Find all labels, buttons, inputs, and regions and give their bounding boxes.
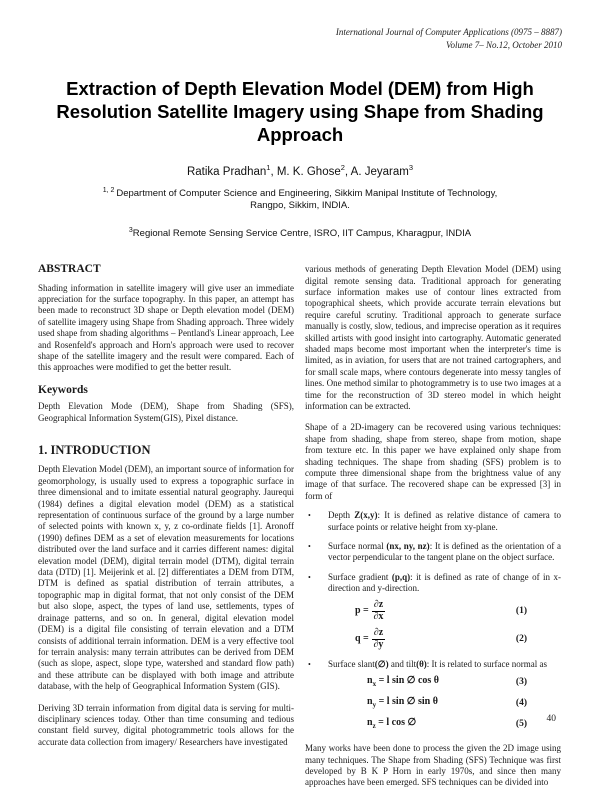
bullet-icon: • xyxy=(308,542,311,552)
equation-number: (3) xyxy=(515,677,527,688)
affiliation-primary xyxy=(38,185,562,212)
bullet-icon: • xyxy=(308,659,311,669)
author-sup: 3 xyxy=(408,163,414,172)
equation-number: (1) xyxy=(515,606,527,617)
equation-5 xyxy=(367,716,561,733)
equation-1 xyxy=(355,600,561,623)
equation-lhs: q = xyxy=(355,633,369,645)
body-paragraph: various methods of generating Depth Elevation Model (DEM) using digital remote sensing data. Traditional approach for generating surface information makes use of contour lines extracted from topographical sheets, which provide accurate terrain elevations but require careful scrutiny. Traditional approach to generate surface manually is costly, slow, tedious, and imprecise operation as it requires skilled artists with good insight into cartography. Automatic generated shaded maps become most important when the interpreter's time is limited, as in aviation, for users that are not trained cartographers, and for small scale maps, where contours degenerate into messy tangles of lines. One method similar to photogrammetry is to use two images at a time for the reconstruction of 3D stereo model in which height information can be extracted. xyxy=(305,264,561,412)
keywords-heading: Keywords xyxy=(38,383,88,396)
introduction-paragraph: Depth Elevation Model (DEM), an important source of information for geomorphology, is usually used to express a topographic surface in three dimensional and to imitate essential natural geography. Jaurequi (1984) defines a digital elevation model (DEM) as a statistical representation of continuous surface of the ground by a large number of selected points with known x, y, z co-ordinate fields [1]. Aronoff (1990) defines DEM as a set of elevation measurements for locations distributed over the land surface and it carries different names: digital elevation model (DEM), digital terrain model (DTM), digital terrain data (DTD) [1]. Meijerink et al. [2] differentiates a DEM from DTM, DTM is defined as spatial distribution of terrain attributes, a topographic map in digital format, that not only consist of the DEM but also slope, aspect, the types of land use, settlements, types of drainage patterns, and so on. In general, digital elevation model (DEM) is a digital file consisting of terrain elevation and a DTM consists of additional terrain information. DEM is a very effective tool for terrain analysis: many terrain attributes can be derived from DEM (such as slope, aspect, slope type, watershed and standard flow path) and these attribute can be displayed with both image and attribute database, with the help of Geographical Information System (GIS). xyxy=(38,464,294,692)
page-number: 40 xyxy=(546,714,556,724)
author-sup: 1 xyxy=(266,163,271,172)
fraction: $\frac{\partial z}{\partial y}$ xyxy=(373,626,384,651)
affiliation-sup: 1, 2 xyxy=(102,186,117,194)
equation-number: (2) xyxy=(515,634,527,645)
equation-lhs: $n_z = l$ cos ∅ xyxy=(367,717,417,731)
bullet-icon: • xyxy=(308,572,311,582)
bullet-icon: • xyxy=(308,511,311,521)
equation-2 xyxy=(355,628,561,651)
introduction-heading: 1. INTRODUCTION xyxy=(38,443,151,458)
equation-4 xyxy=(367,695,561,712)
equation-lhs: $n_y = l$ sin ∅ sin θ xyxy=(367,696,438,710)
affiliation-sup: 3 xyxy=(128,226,133,234)
abstract-text: Shading information in satellite imagery will give user an immediate appreciation for the surface topography. In this paper, an attempt has been made to reconstruct 3D shape or Depth elevation model (DEM) of satellite imagery using Shape from Shading approach. Three widely used shape from shading algorithms – Pentland's Linear approach, Lee and Rosenfeld's approach and Horn's approach were used to recover shape of the satellite imagery and the result were compared. Each of this approaches were modified to get the better result. xyxy=(38,282,294,373)
bullet-item-depth xyxy=(305,510,561,533)
bullet-text: Surface normal (nx, ny, nz): It is defined as the orientation of a vector perpendicular to the tangent plane on the object surface. xyxy=(328,541,562,563)
authors-line xyxy=(38,163,562,178)
journal-header xyxy=(38,26,562,51)
fraction: $\frac{\partial z}{\partial x}$ xyxy=(373,598,384,623)
body-paragraph: Shape of a 2D-imagery can be recovered using various techniques: shape from shading, shape from stereo, shape from motion, shape from texture etc. In this paper we have explained only shape from shading techniques. The shape from shading (SFS) problem is to compute three dimensional shape from the brightness value of any image of that surface. The recovered shape can be expressed [3] in form of xyxy=(305,422,561,501)
journal-volume: Volume 7– No.12, October 2010 xyxy=(446,39,562,50)
bullet-item-surface-normal xyxy=(305,541,561,564)
bullet-item-surface-gradient xyxy=(305,572,561,595)
affiliation-secondary xyxy=(38,225,562,240)
bullet-text: Surface gradient (p,q): it is defined as rate of change of in x-direction and y-direction. xyxy=(328,571,561,594)
journal-name: International Journal of Computer Applications (0975 – 8887) xyxy=(335,27,562,37)
introduction-paragraph: Deriving 3D terrain information from digital data is serving for multi-disciplinary sciences today. Other than time consuming and tedious constant field survey, digital photogrammetric tools allows for the accurate data collection from imagery/ Researchers have investigated xyxy=(38,702,294,747)
affiliation-line: Rangpo, Sikkim, INDIA. xyxy=(250,199,350,211)
bullet-item-slant-tilt xyxy=(305,659,561,670)
equation-lhs: $n_x = l$ sin ∅ cos θ xyxy=(367,675,440,689)
right-column xyxy=(305,264,561,789)
author-name: , A. Jeyaram$^3$ xyxy=(344,163,414,178)
affiliation-line: $^{1, 2}$ Department of Computer Science and Engineering, Sikkim Manipal Institute of Technology, xyxy=(102,186,498,199)
bullet-text: Surface slant(∅) and tilt(θ): It is related to surface normal as xyxy=(328,658,547,669)
equation-3 xyxy=(367,674,561,691)
equation-number: (5) xyxy=(515,719,527,730)
affiliation-line: $^3$Regional Remote Sensing Service Centre, ISRO, IIT Campus, Kharagpur, INDIA xyxy=(128,226,472,240)
bullet-text: Depth Z(x,y): It is defined as relative distance of camera to surface points or relative height from xy-plane. xyxy=(328,510,561,532)
author-name: Ratika Pradhan$^1$ xyxy=(186,163,271,178)
author-name: , M. K. Ghose$^2$ xyxy=(270,163,345,178)
abstract-heading: ABSTRACT xyxy=(38,263,101,276)
left-column xyxy=(38,264,294,789)
keywords-text: Depth Elevation Mode (DEM), Shape from Shading (SFS), Geographical Information System(GIS), Pixel distance. xyxy=(38,401,294,423)
author-sup: 2 xyxy=(340,163,345,172)
page-title: Extraction of Depth Elevation Model (DEM) from High Resolution Satellite Imagery using Shape from Shading Approach xyxy=(56,78,544,145)
two-column-body xyxy=(38,264,562,789)
equation-lhs: p = xyxy=(355,605,369,617)
equation-number: (4) xyxy=(515,698,527,709)
body-paragraph: Many works have been done to process the given the 2D image using many techniques. The Shape from Shading (SFS) Technique was first developed by B K P Horn in early 1970s, and since then many approaches have been emerged. SFS techniques can be divided into xyxy=(305,743,561,788)
